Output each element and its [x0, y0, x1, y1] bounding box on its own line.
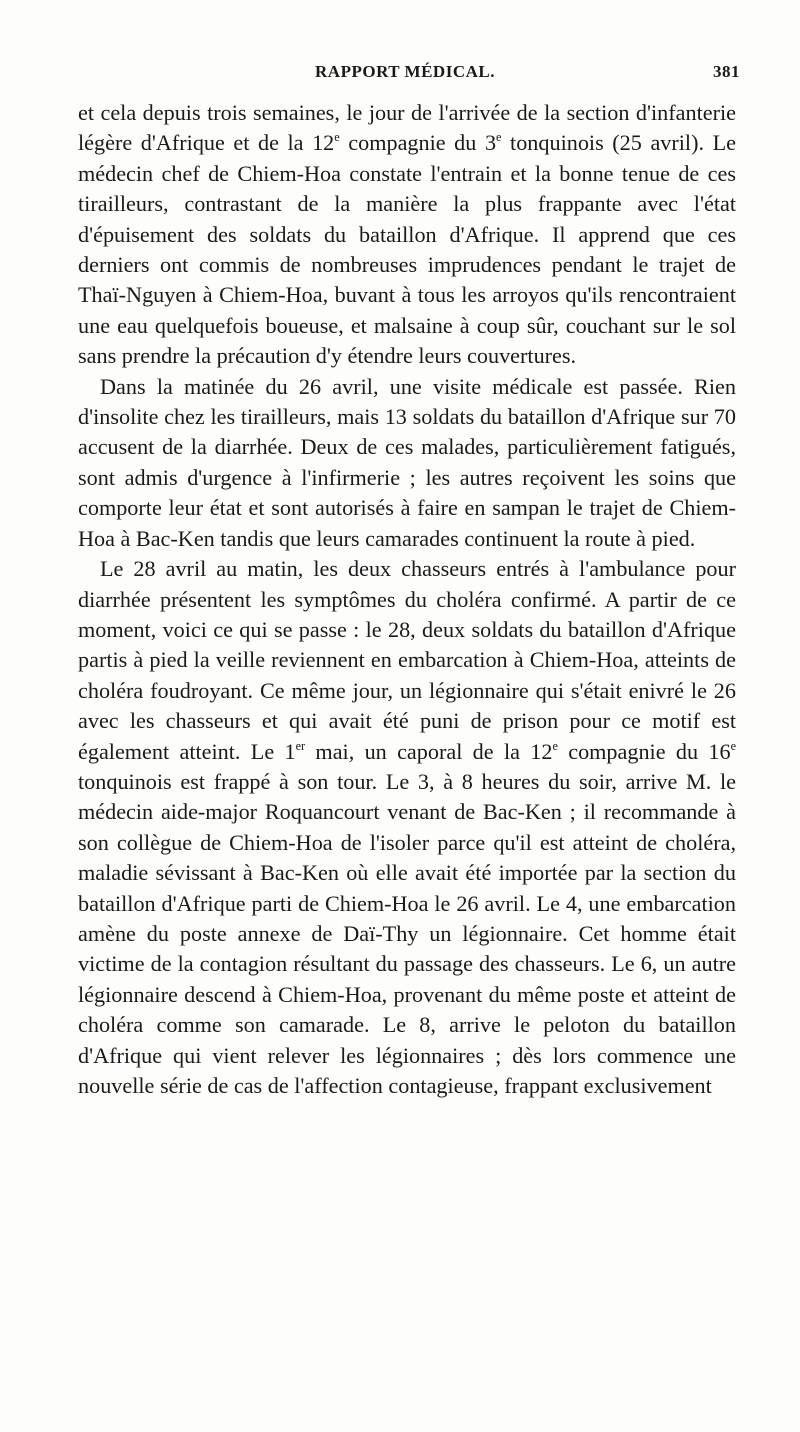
running-head: [70, 60, 740, 86]
body-text: [78, 98, 736, 1101]
text-run: Dans la matinée du 26 avril, une visite médicale est passée. Rien d'insolite chez les tirailleurs, mais 13 soldats du bataillon d'Afrique sur 70 accusent de la diarrhée. Deux de ces malades, particulièrement fatigués, sont admis d'urgence à l'infirmerie ; les autres reçoivent les soins que comporte leur état et sont autorisés à faire en sampan le trajet de Chiem-Hoa à Bac-Ken tandis que leurs camarades continuent la route à pied.: [78, 373, 736, 551]
text-run: tonquinois est frappé à son tour. Le 3, à 8 heures du soir, arrive M. le médecin aide-major Roquancourt venant de Bac-Ken ; il recommande à son collègue de Chiem-Hoa de l'isoler parce qu'il est atteint de choléra, maladie sévissant à Bac-Ken où elle avait été importée par la section du bataillon d'Afrique parti de Chiem-Hoa le 26 avril. Le 4, une embarcation amène du poste annexe de Daï-Thy un légionnaire. Cet homme était victime de la contagion résultant du passage des chasseurs. Le 6, un autre légionnaire descend à Chiem-Hoa, provenant du même poste et atteint de choléra comme son camarade. Le 8, arrive le peloton du bataillon d'Afrique qui vient relever les légionnaires ; dès lors commence une nouvelle série de cas de l'affection contagieuse, frappant exclusivement: [78, 768, 736, 1098]
superscript: e: [552, 738, 558, 753]
running-title: RAPPORT MÉDICAL.: [315, 62, 495, 81]
text-run: tonquinois (25 avril). Le médecin chef de Chiem-Hoa constate l'entrain et la bonne tenue de ces tirailleurs, contrastant de la manière la plus frappante avec l'état d'épuisement des soldats du bataillon d'Afrique. Il apprend que ces derniers ont commis de nombreuses imprudences pendant le trajet de Thaï-Nguyen à Chiem-Hoa, buvant à tous les arroyos qu'ils rencontraient une eau quelquefois boueuse, et malsaine à coup sûr, couchant sur le sol sans prendre la précaution d'y étendre leurs couvertures.: [78, 130, 737, 369]
text-run: mai, un caporal de la 12: [305, 738, 553, 764]
text-run: Le 28 avril au matin, les deux chasseurs entrés à l'ambulance pour diarrhée présentent les symptômes du choléra confirmé. A partir de ce moment, voici ce qui se passe : le 28, deux soldats du bataillon d'Afrique partis à pied la veille reviennent en embarcation à Chiem-Hoa, atteints de choléra foudroyant. Ce même jour, un légionnaire qui s'était enivré le 26 avec les chasseurs et qui avait été puni de prison pour ce motif est également atteint. Le 1: [78, 556, 736, 764]
superscript: e: [730, 738, 737, 753]
page-number: 381: [713, 62, 740, 81]
paragraph: [78, 98, 736, 372]
text-run: compagnie du 3: [339, 130, 497, 156]
paragraph: [78, 372, 736, 554]
text-run: compagnie du 16: [557, 738, 731, 764]
superscript: er: [295, 738, 306, 753]
superscript: e: [496, 130, 502, 145]
text-run: et cela depuis trois semaines, le jour de l'arrivée de la section d'infanterie légère d'Afrique et de la 12: [78, 100, 736, 156]
superscript: e: [334, 130, 340, 145]
paragraph: [78, 554, 736, 1101]
